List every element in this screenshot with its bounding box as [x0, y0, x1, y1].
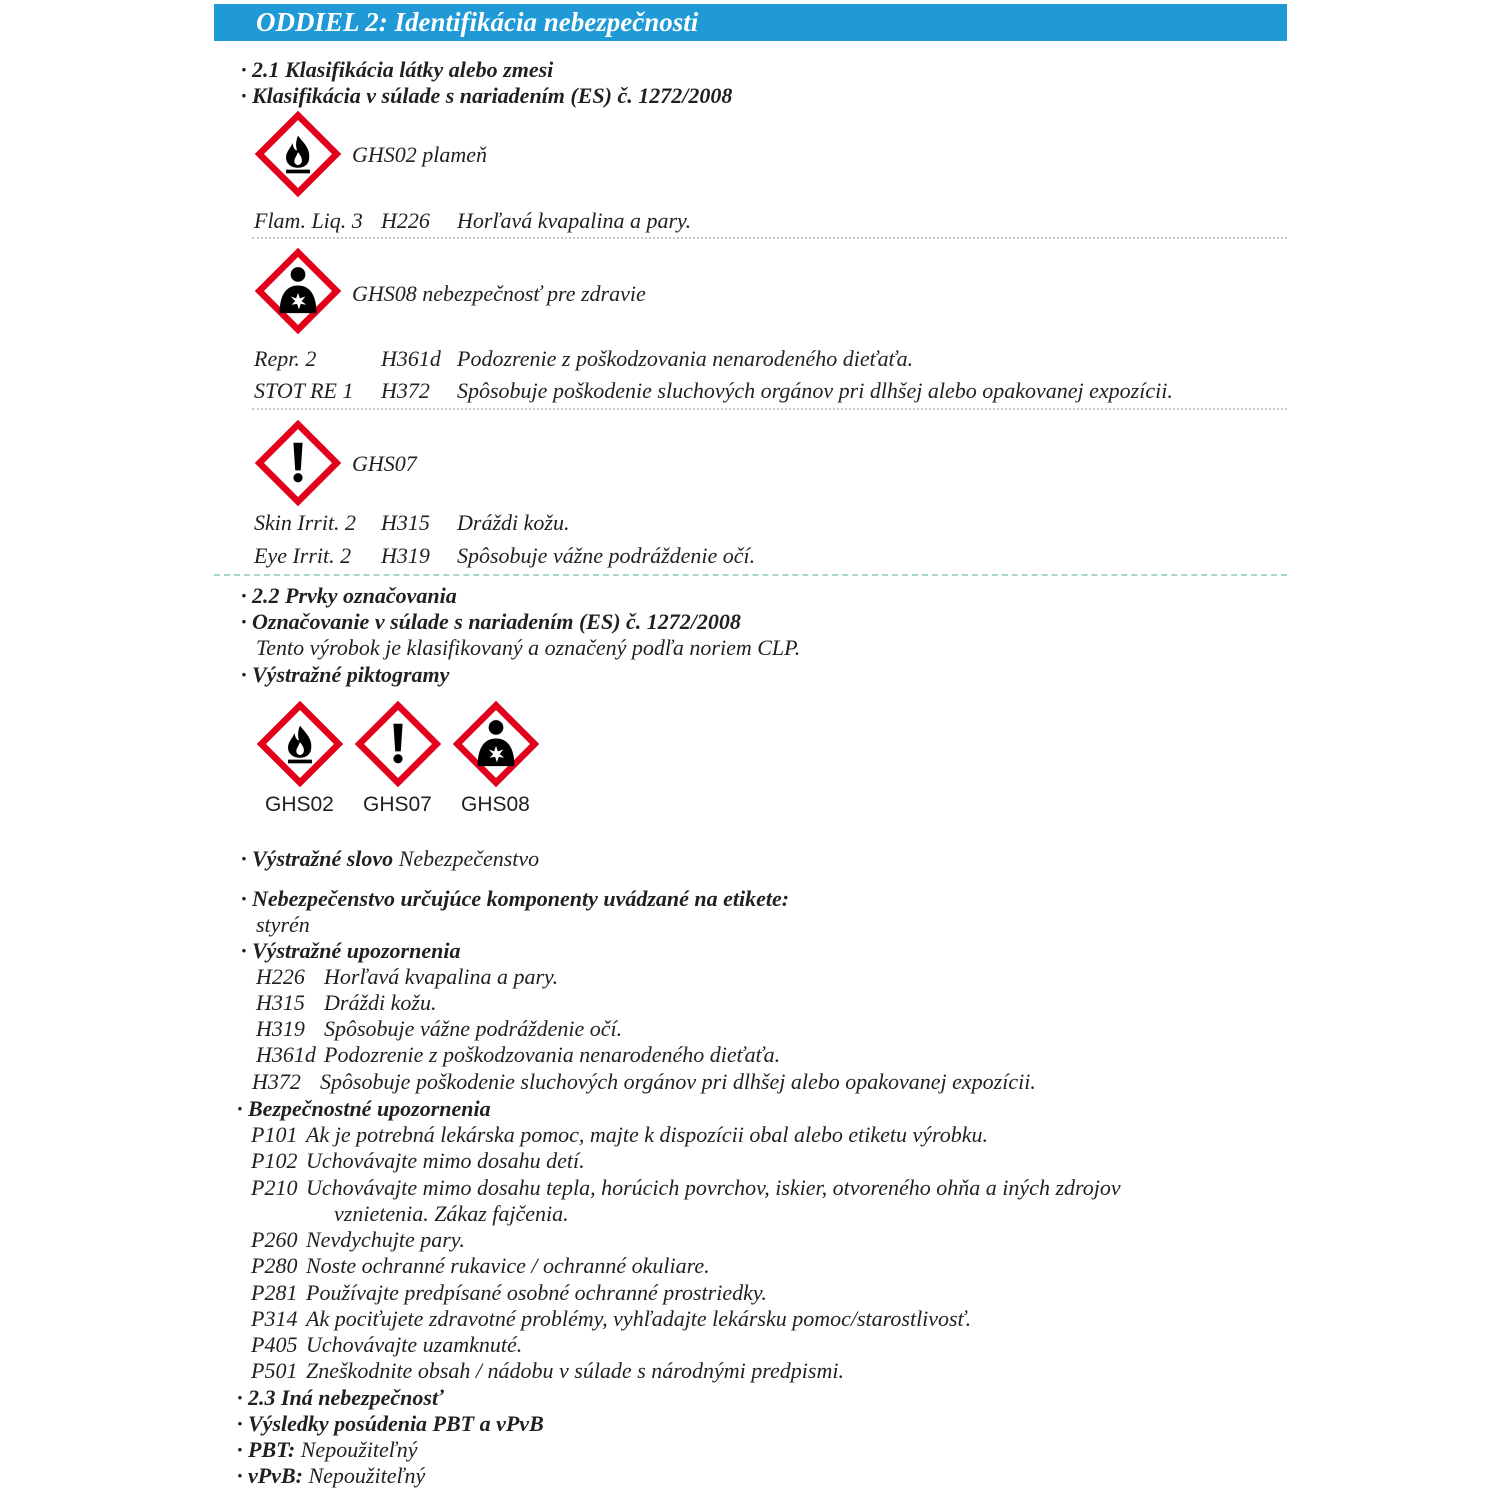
exclamation-pictogram-icon	[352, 698, 444, 790]
hazard-text: Dráždi kožu.	[457, 510, 570, 535]
p-statement-code: P102	[251, 1148, 298, 1173]
pbt-heading: · Výsledky posúdenia PBT a vPvB	[237, 1411, 544, 1436]
signal-word-line	[241, 846, 539, 872]
ghs02-label: GHS02 plameň	[352, 142, 488, 167]
subsection-2-1-title: · 2.1 Klasifikácia látky alebo zmesi	[241, 57, 554, 82]
p-statement-text: Noste ochranné rukavice / ochranné okuliare.	[306, 1253, 710, 1278]
p-statement-text: Uchovávajte mimo dosahu tepla, horúcich povrchov, iskier, otvoreného ohňa a iných zdrojov	[306, 1175, 1121, 1200]
section-title: ODDIEL 2: Identifikácia nebezpečnosti	[256, 7, 699, 37]
vpvb-label: · vPvB:	[237, 1463, 303, 1488]
statement-code: H315	[256, 990, 305, 1015]
hazard-code: H361d	[381, 346, 441, 371]
clp-note: Tento výrobok je klasifikovaný a označený podľa noriem CLP.	[256, 635, 801, 660]
class-code: Eye Irrit. 2	[254, 543, 352, 568]
components-heading: · Nebezpečenstvo určujúce komponenty uvádzané na etikete:	[241, 886, 790, 911]
class-code: STOT RE 1	[254, 378, 354, 403]
signal-word-label: · Výstražné slovo	[241, 846, 394, 871]
statement-text: Dráždi kožu.	[324, 990, 437, 1015]
p-statement-code: P501	[251, 1358, 298, 1383]
flame-pictogram-icon	[254, 698, 346, 790]
p-statement-text: Uchovávajte mimo dosahu detí.	[306, 1148, 585, 1173]
health-hazard-pictogram-icon	[252, 245, 344, 337]
p-statement-code: P101	[251, 1122, 298, 1147]
pictograms-heading: · Výstražné piktogramy	[241, 662, 450, 687]
p-statement-text: Zneškodnite obsah / nádobu v súlade s národnými predpismi.	[306, 1358, 844, 1383]
subsection-2-3-title: · 2.3 Iná nebezpečnosť	[237, 1385, 444, 1410]
p-statement-text: Nevdychujte pary.	[306, 1227, 465, 1252]
pbt-line	[237, 1437, 418, 1463]
hazard-code: H319	[381, 543, 430, 568]
class-code: Skin Irrit. 2	[254, 510, 357, 535]
p-statement-text: Používajte predpísané osobné ochranné prostriedky.	[306, 1280, 767, 1305]
hazard-text: Podozrenie z poškodzovania nenarodeného dieťaťa.	[457, 346, 914, 371]
p-statement-code: P405	[251, 1332, 298, 1357]
dotted-separator	[252, 408, 1287, 410]
vpvb-value: Nepoužiteľný	[308, 1463, 426, 1488]
dashed-separator	[214, 574, 1287, 576]
p-statement-text: Uchovávajte uzamknuté.	[306, 1332, 523, 1357]
class-code: Repr. 2	[254, 346, 317, 371]
statement-code: H319	[256, 1016, 305, 1041]
classification-regulation: · Klasifikácia v súlade s nariadením (ES) č. 1272/2008	[241, 83, 733, 108]
p-statement-code: P280	[251, 1253, 298, 1278]
statement-code: H361d	[256, 1042, 316, 1067]
pbt-value: Nepoužiteľný	[300, 1437, 418, 1462]
precautionary-heading: · Bezpečnostné upozornenia	[237, 1096, 491, 1121]
labelling-regulation: · Označovanie v súlade s nariadením (ES) č. 1272/2008	[241, 609, 741, 634]
statement-text: Spôsobuje poškodenie sluchových orgánov pri dlhšej alebo opakovanej expozícii.	[320, 1069, 1036, 1094]
pbt-label: · PBT:	[237, 1437, 296, 1462]
flame-pictogram-icon	[252, 108, 344, 200]
hazard-code: H315	[381, 510, 430, 535]
class-code: Flam. Liq. 3	[254, 208, 363, 233]
section-header	[214, 4, 1287, 41]
dotted-separator	[252, 237, 1287, 239]
hazard-text: Spôsobuje poškodenie sluchových orgánov pri dlhšej alebo opakovanej expozícii.	[457, 378, 1173, 403]
vpvb-line	[237, 1463, 425, 1489]
statement-code: H372	[252, 1069, 301, 1094]
ghs08-label: GHS08 nebezpečnosť pre zdravie	[352, 281, 646, 306]
p-statement-code: P260	[251, 1227, 298, 1252]
pictogram-label: GHS08	[461, 793, 530, 816]
hazard-code: H226	[381, 208, 430, 233]
p-statement-text: Ak pociťujete zdravotné problémy, vyhľadajte lekársku pomoc/starostlivosť.	[306, 1306, 972, 1331]
subsection-2-2-title: · 2.2 Prvky označovania	[241, 583, 457, 608]
p-statement-code: P210	[251, 1175, 298, 1200]
p-statement-code: P281	[251, 1280, 298, 1305]
pictogram-label: GHS02	[265, 793, 334, 816]
statement-text: Podozrenie z poškodzovania nenarodeného dieťaťa.	[324, 1042, 781, 1067]
statement-text: Spôsobuje vážne podráždenie očí.	[324, 1016, 623, 1041]
hazard-statements-heading: · Výstražné upozornenia	[241, 938, 461, 963]
ghs07-label: GHS07	[352, 451, 417, 476]
exclamation-pictogram-icon	[252, 417, 344, 509]
p-statement-text: Ak je potrebná lekárska pomoc, majte k dispozícii obal alebo etiketu výrobku.	[306, 1122, 989, 1147]
hazard-code: H372	[381, 378, 430, 403]
statement-text: Horľavá kvapalina a pary.	[324, 964, 559, 989]
hazard-text: Spôsobuje vážne podráždenie očí.	[457, 543, 756, 568]
hazard-text: Horľavá kvapalina a pary.	[457, 208, 692, 233]
health-hazard-pictogram-icon	[450, 698, 542, 790]
statement-code: H226	[256, 964, 305, 989]
p-statement-code: P314	[251, 1306, 298, 1331]
components: styrén	[256, 912, 310, 937]
p-statement-text-cont: vznietenia. Zákaz fajčenia.	[334, 1201, 569, 1226]
signal-word: Nebezpečenstvo	[398, 846, 540, 871]
pictogram-label: GHS07	[363, 793, 432, 816]
